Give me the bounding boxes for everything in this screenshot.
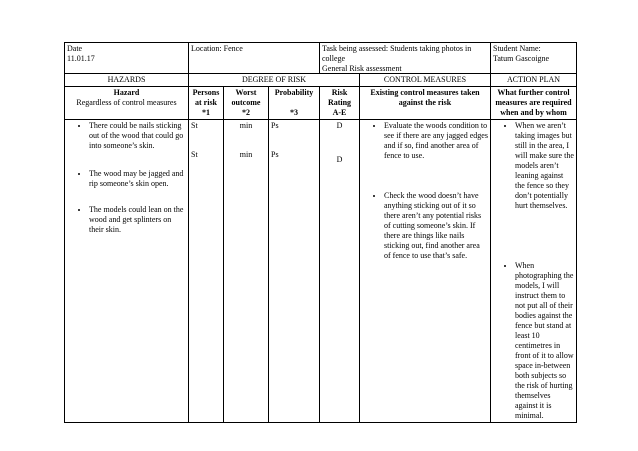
control-item: • Evaluate the woods condition to see if there are any jagged edges and if so, find another area of fence to use. <box>384 121 488 161</box>
existing-controls-list <box>362 121 488 261</box>
date-value: 11.01.17 <box>67 54 95 63</box>
hazard-title: Hazard <box>113 88 140 97</box>
task-text: Task being assessed: Students taking photos in college <box>322 44 472 63</box>
student-label: Student Name: <box>493 44 541 53</box>
existing-control-column-header <box>360 87 491 120</box>
section-action-plan: ACTION PLAN <box>491 74 577 87</box>
probability-value: Ps <box>271 150 279 159</box>
worst-header-note: *2 <box>242 108 250 117</box>
control-item: • Check the wood doesn’t have anything sticking out of it so there aren’t any potential risks of cutting someone’s skin. If there are things like nails sticking out, find another area of fence to use that’s safe. <box>384 191 488 261</box>
hazard-item: • The models could lean on the wood and get splinters on their skin. <box>89 205 186 235</box>
task-cell <box>320 43 491 74</box>
action-item: • When we aren’t taking images but still in the area, I will make sure the models aren’t leaning against the fence so they don’t potentially hurt themselves. <box>515 121 574 211</box>
student-cell <box>491 43 577 74</box>
body-row <box>65 120 577 423</box>
risk-assessment-form <box>64 42 576 423</box>
persons-cell <box>189 120 224 423</box>
hazards-cell <box>65 120 189 423</box>
risk-cell <box>320 120 360 423</box>
date-label: Date <box>67 44 83 53</box>
date-cell <box>65 43 189 74</box>
worst-cell <box>224 120 269 423</box>
assessment-type: General Risk assessment <box>322 64 402 73</box>
section-control-measures: CONTROL MEASURES <box>360 74 491 87</box>
worst-value: min <box>239 121 253 130</box>
action-item: • When photographing the models, I will instruct them to not put all of their bodies against the fence but stand at least 10 centimetres in front of it to allow space in-between both subjects so the risk of hurting themselves against it is minimal. <box>515 261 574 421</box>
action-plan-list <box>493 121 574 421</box>
persons-column-header <box>189 87 224 120</box>
further-control-header-label: What further control measures are required when and by whom <box>495 88 572 117</box>
risk-value: D <box>336 155 343 164</box>
risk-header-note: A-E <box>332 108 347 117</box>
hazard-subtitle: Regardless of control measures <box>76 98 177 107</box>
hazard-item: • The wood may be jagged and rip someone’s skin open. <box>89 169 186 189</box>
worst-header-label: Worst outcome <box>231 88 261 107</box>
probability-header-note: *3 <box>290 108 298 117</box>
persons-value: St <box>191 150 198 159</box>
hazard-item: • There could be nails sticking out of the wood that could go into someone’s skin. <box>89 121 186 151</box>
column-header-row <box>65 87 577 120</box>
risk-value: D <box>336 121 343 130</box>
persons-header-note: *1 <box>202 108 210 117</box>
persons-header-label: Persons at risk <box>192 88 220 107</box>
probability-cell <box>269 120 320 423</box>
probability-column-header <box>269 87 320 120</box>
further-control-column-header <box>491 87 577 120</box>
risk-column-header <box>320 87 360 120</box>
section-degree-of-risk: DEGREE OF RISK <box>189 74 360 87</box>
risk-assessment-table <box>64 42 577 423</box>
persons-value: St <box>191 121 198 130</box>
probability-header-label: Probability <box>274 88 314 97</box>
existing-controls-cell <box>360 120 491 423</box>
student-name: Tatum Gascoigne <box>493 54 550 63</box>
section-row <box>65 74 577 87</box>
worst-column-header <box>224 87 269 120</box>
probability-value: Ps <box>271 121 279 130</box>
section-hazards: HAZARDS <box>65 74 189 87</box>
hazards-list <box>67 121 186 235</box>
existing-control-header-label: Existing control measures taken against the risk <box>370 88 480 107</box>
risk-header-label: Risk Rating <box>327 88 352 107</box>
hazard-column-header <box>65 87 189 120</box>
location-text: Location: Fence <box>191 44 243 53</box>
action-plan-cell <box>491 120 577 423</box>
location-cell <box>189 43 320 74</box>
header-row <box>65 43 577 74</box>
worst-value: min <box>239 150 253 159</box>
